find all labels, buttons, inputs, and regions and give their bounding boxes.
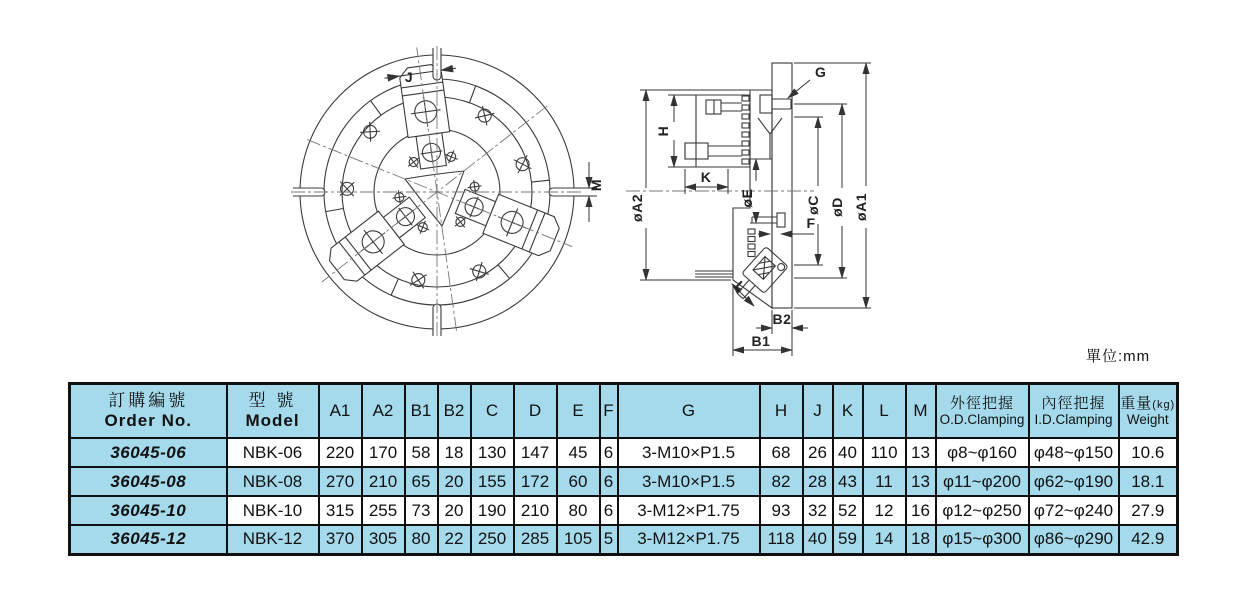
value-cell: 18 <box>906 525 936 554</box>
order-no-en: Order No. <box>104 411 192 430</box>
chuck-side-view-drawing <box>618 38 888 373</box>
dim-label-m: M <box>588 178 604 192</box>
side-view-svg <box>618 38 888 368</box>
col-header-a2: A2 <box>362 384 405 439</box>
col-header-order-no <box>70 384 227 439</box>
value-cell: 155 <box>471 467 514 496</box>
value-cell: 105 <box>557 525 600 554</box>
value-cell: 210 <box>362 467 405 496</box>
col-header-c: C <box>471 384 514 439</box>
value-cell: φ72~φ240 <box>1029 496 1119 525</box>
value-cell: 60 <box>557 467 600 496</box>
header-row <box>70 384 1178 439</box>
lower-jaw <box>695 213 788 307</box>
col-header-id-clamping <box>1029 384 1119 439</box>
spec-table <box>68 382 1179 556</box>
model-cell: NBK-10 <box>227 496 319 525</box>
value-cell: φ12~φ250 <box>936 496 1029 525</box>
unit-note: 單位:mm <box>1086 348 1151 365</box>
value-cell: 18 <box>438 438 471 467</box>
value-cell: 5 <box>600 525 618 554</box>
value-cell: 190 <box>471 496 514 525</box>
value-cell: 13 <box>906 467 936 496</box>
value-cell: 3-M12×P1.75 <box>618 496 760 525</box>
front-view-svg <box>285 42 605 342</box>
dim-label-l: L <box>731 277 750 296</box>
value-cell: 40 <box>803 525 833 554</box>
mount-bolt <box>760 95 791 113</box>
value-cell: 18.1 <box>1119 467 1178 496</box>
col-header-a1: A1 <box>319 384 362 439</box>
value-cell: 130 <box>471 438 514 467</box>
order-no-cell: 36045-08 <box>70 467 227 496</box>
value-cell: 110 <box>863 438 906 467</box>
value-cell: 65 <box>405 467 438 496</box>
order-no-cell: 36045-10 <box>70 496 227 525</box>
dim-label-b1: B1 <box>751 333 771 349</box>
model-en: Model <box>245 411 300 430</box>
value-cell: 82 <box>760 467 803 496</box>
col-header-b2: B2 <box>438 384 471 439</box>
value-cell: 93 <box>760 496 803 525</box>
value-cell: 250 <box>471 525 514 554</box>
value-cell: 27.9 <box>1119 496 1178 525</box>
value-cell: 3-M12×P1.75 <box>618 525 760 554</box>
value-cell: 255 <box>362 496 405 525</box>
value-cell: 172 <box>514 467 557 496</box>
value-cell: 43 <box>833 467 863 496</box>
order-no-cell: 36045-06 <box>70 438 227 467</box>
col-header-l: L <box>863 384 906 439</box>
dim-label-j: J <box>404 69 414 85</box>
value-cell: φ15~φ300 <box>936 525 1029 554</box>
weight-en: Weight <box>1126 411 1169 427</box>
value-cell: 73 <box>405 496 438 525</box>
dim-label-e: øE <box>739 188 755 208</box>
dim-label-c: øC <box>805 195 821 215</box>
value-cell: 40 <box>833 438 863 467</box>
value-cell: 3-M10×P1.5 <box>618 438 760 467</box>
value-cell: 3-M10×P1.5 <box>618 467 760 496</box>
col-header-j: J <box>803 384 833 439</box>
dim-label-a1: øA1 <box>853 193 869 221</box>
model-zh: 型 號 <box>248 391 297 411</box>
value-cell: 12 <box>863 496 906 525</box>
value-cell: 170 <box>362 438 405 467</box>
value-cell: φ8~φ160 <box>936 438 1029 467</box>
value-cell: 11 <box>863 467 906 496</box>
value-cell: 6 <box>600 467 618 496</box>
value-cell: 68 <box>760 438 803 467</box>
col-header-od-clamping <box>936 384 1029 439</box>
value-cell: 45 <box>557 438 600 467</box>
col-header-g: G <box>618 384 760 439</box>
spec-table-body <box>70 438 1178 554</box>
value-cell: 285 <box>514 525 557 554</box>
dim-label-h: H <box>655 125 671 137</box>
col-header-weight <box>1119 384 1178 439</box>
col-header-f: F <box>600 384 618 439</box>
value-cell: 270 <box>319 467 362 496</box>
value-cell: 42.9 <box>1119 525 1178 554</box>
col-header-m: M <box>906 384 936 439</box>
value-cell: 80 <box>405 525 438 554</box>
weight-zh: 重量(kg) <box>1120 394 1176 412</box>
od-zh: 外徑把握 <box>949 394 1014 412</box>
value-cell: 10.6 <box>1119 438 1178 467</box>
id-zh: 內徑把握 <box>1041 394 1106 412</box>
upper-jaw <box>685 95 750 167</box>
model-cell: NBK-08 <box>227 467 319 496</box>
table-row <box>70 525 1178 554</box>
value-cell: 26 <box>803 438 833 467</box>
id-en: I.D.Clamping <box>1034 411 1113 427</box>
col-header-d: D <box>514 384 557 439</box>
value-cell: 20 <box>438 467 471 496</box>
od-en: O.D.Clamping <box>939 411 1025 427</box>
col-header-h: H <box>760 384 803 439</box>
dim-label-b2: B2 <box>772 311 792 327</box>
value-cell: φ86~φ290 <box>1029 525 1119 554</box>
value-cell: 220 <box>319 438 362 467</box>
value-cell: φ48~φ150 <box>1029 438 1119 467</box>
dim-label-g: G <box>815 64 827 80</box>
col-header-k: K <box>833 384 863 439</box>
value-cell: φ11~φ200 <box>936 467 1029 496</box>
table-row <box>70 467 1178 496</box>
order-no-cell: 36045-12 <box>70 525 227 554</box>
chuck-front-view-drawing <box>285 42 605 347</box>
flange-plate <box>772 63 792 308</box>
table-row <box>70 496 1178 525</box>
value-cell: 22 <box>438 525 471 554</box>
dim-label-f: F <box>806 215 816 231</box>
value-cell: 28 <box>803 467 833 496</box>
value-cell: 58 <box>405 438 438 467</box>
col-header-e: E <box>557 384 600 439</box>
dim-label-k: K <box>700 169 712 185</box>
value-cell: 14 <box>863 525 906 554</box>
dim-label-d: øD <box>829 197 845 217</box>
value-cell: 32 <box>803 496 833 525</box>
value-cell: 370 <box>319 525 362 554</box>
col-header-b1: B1 <box>405 384 438 439</box>
value-cell: 16 <box>906 496 936 525</box>
value-cell: 52 <box>833 496 863 525</box>
value-cell: 59 <box>833 525 863 554</box>
col-header-model <box>227 384 319 439</box>
table-row <box>70 438 1178 467</box>
value-cell: 147 <box>514 438 557 467</box>
value-cell: 315 <box>319 496 362 525</box>
model-cell: NBK-12 <box>227 525 319 554</box>
value-cell: 118 <box>760 525 803 554</box>
dim-label-a2: øA2 <box>629 194 645 222</box>
value-cell: φ62~φ190 <box>1029 467 1119 496</box>
value-cell: 6 <box>600 496 618 525</box>
value-cell: 20 <box>438 496 471 525</box>
model-cell: NBK-06 <box>227 438 319 467</box>
value-cell: 80 <box>557 496 600 525</box>
value-cell: 6 <box>600 438 618 467</box>
order-no-zh: 訂購編號 <box>108 391 189 411</box>
value-cell: 210 <box>514 496 557 525</box>
value-cell: 305 <box>362 525 405 554</box>
value-cell: 13 <box>906 438 936 467</box>
spec-table-wrap <box>68 382 1179 556</box>
